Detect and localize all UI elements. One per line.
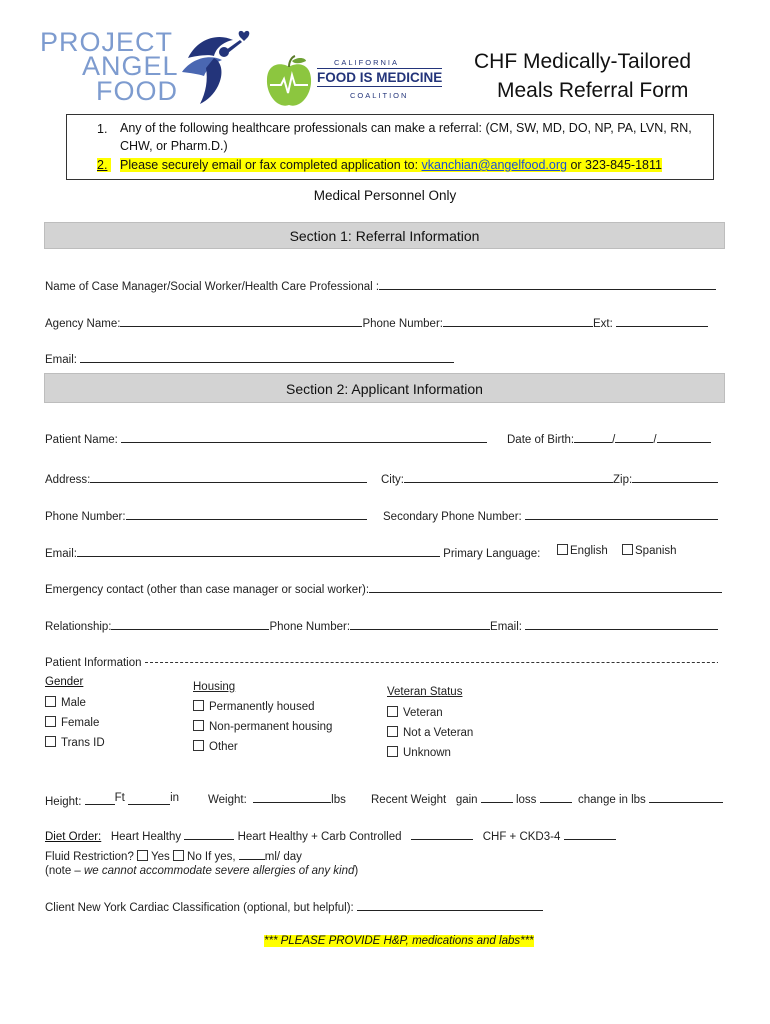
- instruction-1-line2: CHW, or Pharm.D.): [120, 139, 228, 153]
- fluid-yes-label: Yes: [151, 851, 170, 863]
- referrer-phone-field[interactable]: [443, 314, 593, 327]
- angel-icon: [178, 28, 253, 108]
- primary-language-label: Primary Language:: [443, 548, 541, 560]
- dob-day-field[interactable]: [615, 430, 653, 443]
- spanish-label: Spanish: [635, 545, 677, 557]
- unknown-veteran-label: Unknown: [403, 747, 451, 759]
- fluid-unit-label: ml/ day: [264, 851, 302, 863]
- dob-month-field[interactable]: [574, 430, 612, 443]
- relationship-phone-field[interactable]: [350, 617, 490, 630]
- weight-label: Weight:: [208, 794, 247, 806]
- diet-carb-controlled-field[interactable]: [411, 827, 473, 840]
- instructions-box: [66, 114, 714, 180]
- trans-id-label: Trans ID: [61, 737, 105, 749]
- patient-name-label: Patient Name:: [45, 434, 118, 446]
- diet-order-label: Diet Order:: [45, 831, 102, 843]
- city-label: City:: [381, 474, 404, 486]
- height-row: [45, 792, 179, 808]
- patient-phone-row: [45, 507, 367, 523]
- language-spanish-option[interactable]: [622, 544, 677, 557]
- housing-option-permanent[interactable]: [193, 700, 314, 713]
- fluid-no-checkbox[interactable]: [173, 850, 184, 861]
- secondary-phone-label: Secondary Phone Number:: [383, 511, 522, 523]
- relationship-row: [45, 617, 718, 633]
- case-manager-label: Name of Case Manager/Social Worker/Health Care Professional :: [45, 281, 380, 293]
- logo-text-project: PROJECT: [40, 27, 174, 57]
- not-veteran-label: Not a Veteran: [403, 727, 474, 739]
- emergency-contact-label: Emergency contact (other than case manager or social worker):: [45, 584, 370, 596]
- section2-heading: Section 2: Applicant Information: [44, 373, 725, 403]
- relationship-label: Relationship:: [45, 621, 112, 633]
- english-label: English: [570, 545, 608, 557]
- patient-phone-label: Phone Number:: [45, 511, 126, 523]
- provide-documents-note: *** PLEASE PROVIDE H&P, medications and labs***: [264, 935, 534, 947]
- gender-option-male[interactable]: [45, 696, 86, 709]
- patient-email-label: Email:: [45, 548, 77, 560]
- fluid-restriction-row: [45, 847, 302, 863]
- secondary-phone-row: [383, 507, 718, 523]
- note-open: (note –: [45, 865, 84, 877]
- relationship-field[interactable]: [111, 617, 269, 630]
- agency-row: [45, 314, 708, 330]
- veteran-option-not[interactable]: [387, 726, 473, 739]
- veteran-option-veteran[interactable]: [387, 706, 443, 719]
- relationship-phone-label: Phone Number:: [269, 621, 351, 633]
- dob-label: Date of Birth:: [507, 434, 575, 446]
- dob-year-field[interactable]: [657, 430, 711, 443]
- instruction-2-prefix: Please securely email or fax completed application to:: [120, 158, 422, 172]
- fluid-yes-checkbox[interactable]: [137, 850, 148, 861]
- in-label: in: [170, 792, 180, 804]
- weight-field[interactable]: [253, 790, 331, 803]
- change-field[interactable]: [649, 790, 723, 803]
- housing-option-other[interactable]: [193, 740, 238, 753]
- instruction-2-text: [120, 158, 662, 172]
- patient-information-divider: [145, 662, 718, 663]
- relationship-email-label: Email:: [490, 621, 522, 633]
- section1-heading: Section 1: Referral Information: [44, 222, 725, 249]
- emergency-contact-field[interactable]: [369, 580, 722, 593]
- permanent-housing-label: Permanently housed: [209, 701, 315, 713]
- nonpermanent-housing-checkbox[interactable]: [193, 720, 204, 731]
- patient-information-row: [45, 657, 718, 669]
- recent-weight-row: [371, 790, 723, 806]
- diet-option-carb-controlled: Heart Healthy + Carb Controlled: [237, 831, 402, 843]
- spanish-checkbox[interactable]: [622, 544, 633, 555]
- city-zip-row: [381, 470, 718, 486]
- patient-phone-field[interactable]: [126, 507, 367, 520]
- nyha-label: Client New York Cardiac Classification (optional, but helpful):: [45, 902, 354, 914]
- instruction-2-suffix: or 323-845-1811: [566, 158, 662, 172]
- gender-option-female[interactable]: [45, 716, 99, 729]
- ca-logo-top: CALIFORNIA: [334, 58, 400, 67]
- project-angel-food-logo: [38, 28, 253, 110]
- veteran-heading: Veteran Status: [387, 686, 463, 698]
- allergy-note: [45, 865, 358, 877]
- height-in-field[interactable]: [128, 792, 170, 805]
- patient-email-row: [45, 544, 540, 560]
- unknown-veteran-checkbox[interactable]: [387, 746, 398, 757]
- nyha-field[interactable]: [357, 898, 543, 911]
- agency-label: Agency Name:: [45, 318, 121, 330]
- food-is-medicine-logo: [264, 55, 464, 110]
- loss-label: loss: [515, 794, 537, 806]
- instruction-1-number: 1.: [97, 122, 108, 136]
- zip-field[interactable]: [632, 470, 718, 483]
- relationship-email-field[interactable]: [525, 617, 718, 630]
- english-checkbox[interactable]: [557, 544, 568, 555]
- gender-option-trans[interactable]: [45, 736, 105, 749]
- change-label: change in lbs: [578, 794, 646, 806]
- height-ft-field[interactable]: [85, 792, 115, 805]
- ext-label: Ext:: [592, 318, 613, 330]
- logo-text-angel: ANGEL: [82, 51, 179, 81]
- apple-icon: [264, 55, 314, 110]
- fluid-restriction-label: Fluid Restriction?: [45, 851, 134, 863]
- zip-label: Zip:: [613, 474, 633, 486]
- patient-information-label: Patient Information: [45, 657, 142, 669]
- other-housing-label: Other: [209, 741, 238, 753]
- referrer-email-label: Email:: [45, 354, 77, 366]
- patient-email-field[interactable]: [77, 544, 440, 557]
- height-label: Height:: [45, 796, 82, 808]
- veteran-option-unknown[interactable]: [387, 746, 451, 759]
- patient-name-field[interactable]: [121, 430, 487, 443]
- note-italic: we cannot accommodate severe allergies of any kind: [84, 865, 355, 877]
- diet-chf-ckd-field[interactable]: [564, 827, 616, 840]
- weight-row: [208, 790, 346, 806]
- referrer-email-row: [45, 350, 454, 366]
- diet-option-heart-healthy: Heart Healthy: [110, 831, 182, 843]
- case-manager-field[interactable]: [379, 277, 716, 290]
- case-manager-row: [45, 277, 716, 293]
- dob-row: [507, 430, 711, 446]
- gain-field[interactable]: [481, 790, 513, 803]
- housing-option-nonpermanent[interactable]: [193, 720, 332, 733]
- referrer-email-field[interactable]: [80, 350, 454, 363]
- other-housing-checkbox[interactable]: [193, 740, 204, 751]
- male-label: Male: [61, 697, 86, 709]
- ext-field[interactable]: [616, 314, 708, 327]
- gain-label: gain: [455, 794, 478, 806]
- language-english-option[interactable]: [557, 544, 608, 557]
- trans-id-checkbox[interactable]: [45, 736, 56, 747]
- nonpermanent-housing-label: Non-permanent housing: [209, 721, 333, 733]
- female-checkbox[interactable]: [45, 716, 56, 727]
- veteran-checkbox[interactable]: [387, 706, 398, 717]
- emergency-contact-row: [45, 580, 722, 596]
- lbs-label: lbs: [331, 794, 346, 806]
- gender-heading: Gender: [45, 676, 84, 688]
- not-veteran-checkbox[interactable]: [387, 726, 398, 737]
- address-row: [45, 470, 367, 486]
- logo-text-food: FOOD: [96, 76, 178, 106]
- veteran-label: Veteran: [403, 707, 443, 719]
- patient-name-row: [45, 430, 487, 446]
- dob-separator: /: [612, 434, 616, 446]
- instruction-1-line1: Any of the following healthcare professionals can make a referral: (CM, SW, MD, DO, NP, PA, LVN, RN,: [120, 121, 692, 135]
- address-label: Address:: [45, 474, 91, 486]
- fluid-no-label: No If yes,: [187, 851, 236, 863]
- medical-personnel-only: Medical Personnel Only: [313, 188, 457, 203]
- diet-heart-healthy-field[interactable]: [184, 827, 234, 840]
- ca-logo-main: FOOD IS MEDICINE: [317, 70, 443, 85]
- fluid-amount-field[interactable]: [239, 847, 265, 860]
- housing-heading: Housing: [193, 681, 236, 693]
- agency-field[interactable]: [120, 314, 362, 327]
- nyha-row: [45, 898, 543, 914]
- instruction-2-number: 2.: [97, 158, 111, 172]
- ca-logo-bottom: COALITION: [350, 91, 409, 100]
- referrer-phone-label: Phone Number:: [362, 318, 443, 330]
- city-field[interactable]: [404, 470, 613, 483]
- diet-option-chf-ckd: CHF + CKD3-4: [482, 831, 561, 843]
- note-close: ): [354, 865, 359, 877]
- dob-separator: /: [653, 434, 657, 446]
- referral-email-link[interactable]: vkanchian@angelfood.org: [421, 158, 567, 172]
- permanent-housing-checkbox[interactable]: [193, 700, 204, 711]
- secondary-phone-field[interactable]: [525, 507, 718, 520]
- address-field[interactable]: [90, 470, 367, 483]
- female-label: Female: [61, 717, 100, 729]
- loss-field[interactable]: [540, 790, 572, 803]
- male-checkbox[interactable]: [45, 696, 56, 707]
- diet-order-row: [45, 827, 616, 843]
- form-title-line1: CHF Medically-Tailored: [474, 50, 692, 73]
- form-title-line2: Meals Referral Form: [497, 79, 689, 102]
- recent-weight-label: Recent Weight: [371, 794, 447, 806]
- ft-label: Ft: [114, 792, 125, 804]
